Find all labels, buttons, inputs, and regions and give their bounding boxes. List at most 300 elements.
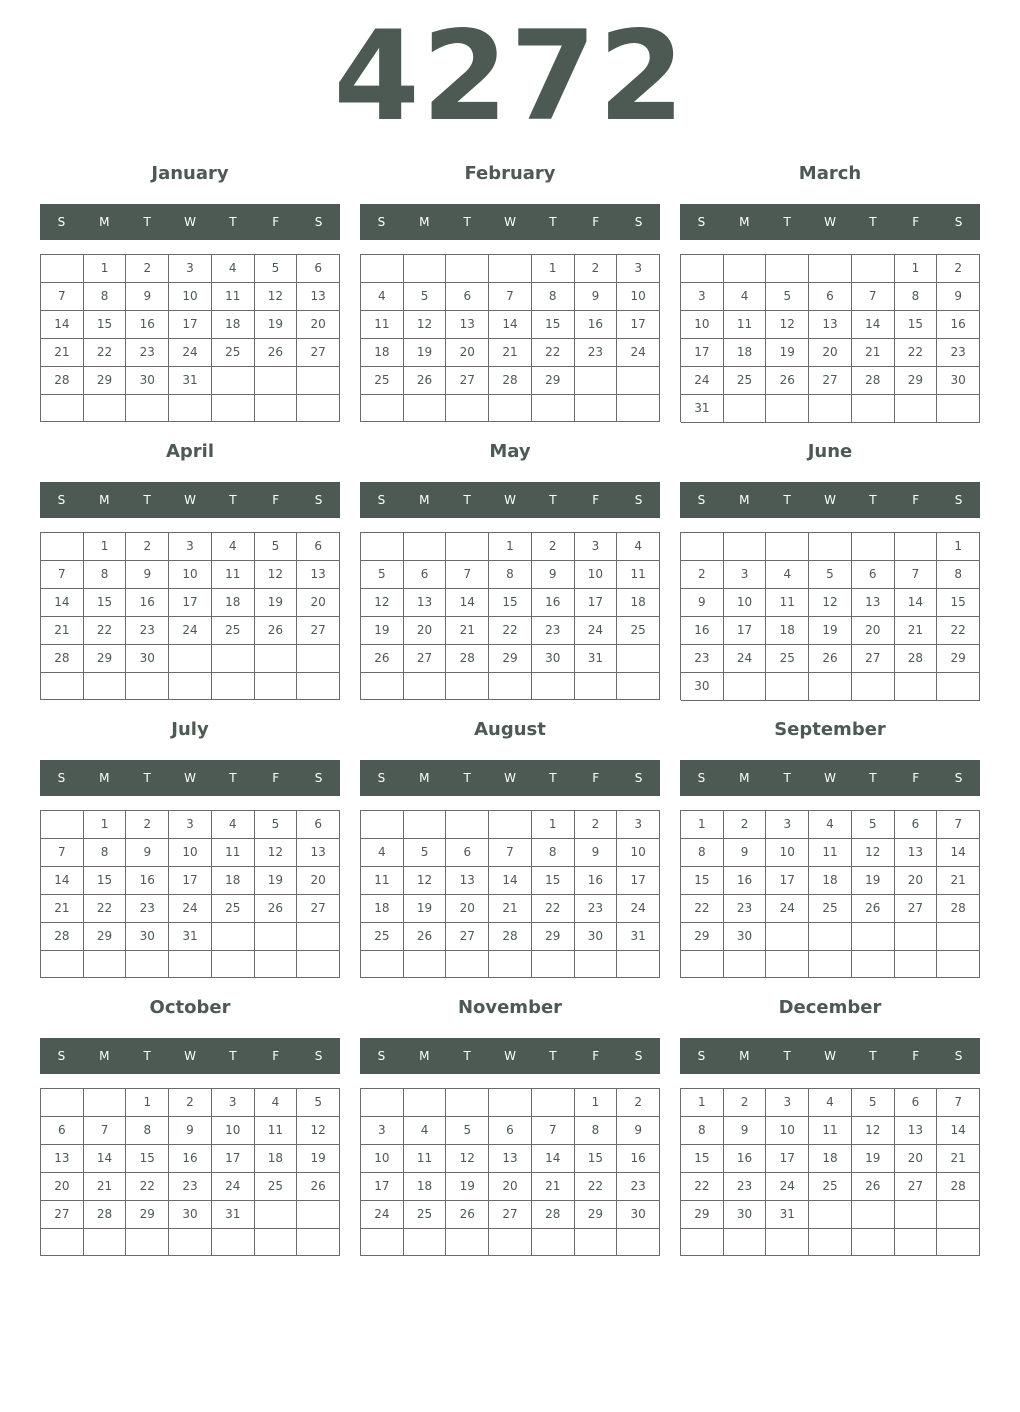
day-cell: 20 <box>446 895 489 923</box>
day-cell: 27 <box>404 645 447 673</box>
day-cell: 10 <box>724 589 767 617</box>
empty-day-cell <box>404 1089 447 1117</box>
empty-day-cell <box>532 951 575 978</box>
day-cell: 6 <box>404 561 447 589</box>
empty-day-cell <box>361 673 404 700</box>
weekday-label: M <box>419 215 430 229</box>
day-cell: 8 <box>84 839 127 867</box>
day-cell: 24 <box>212 1173 255 1201</box>
day-cell: 22 <box>84 339 127 367</box>
day-cell: 10 <box>361 1145 404 1173</box>
day-cell: 20 <box>297 311 340 339</box>
day-cell: 25 <box>724 367 767 395</box>
day-cell: 1 <box>937 533 980 561</box>
day-cell: 19 <box>255 311 298 339</box>
empty-day-cell <box>852 1229 895 1256</box>
day-cell: 14 <box>41 311 84 339</box>
weekday-label: W <box>184 493 196 507</box>
empty-day-cell <box>937 951 980 978</box>
empty-day-cell <box>297 395 340 422</box>
day-cell: 18 <box>404 1173 447 1201</box>
empty-day-cell <box>41 811 84 839</box>
day-cell: 9 <box>681 589 724 617</box>
day-cell: 9 <box>126 283 169 311</box>
weekday-label: M <box>739 215 750 229</box>
day-cell: 7 <box>489 839 532 867</box>
day-cell: 22 <box>895 339 938 367</box>
empty-day-cell <box>852 951 895 978</box>
day-cell: 28 <box>41 645 84 673</box>
day-cell: 13 <box>809 311 852 339</box>
weekday-label: S <box>57 215 66 229</box>
empty-day-cell <box>404 533 447 561</box>
day-cell: 22 <box>126 1173 169 1201</box>
day-cell: 1 <box>532 811 575 839</box>
weekday-label: T <box>783 1049 791 1063</box>
day-cell: 23 <box>617 1173 660 1201</box>
empty-day-cell <box>446 1229 489 1256</box>
day-cell: 13 <box>41 1145 84 1173</box>
day-cell: 15 <box>489 589 532 617</box>
empty-day-cell <box>84 1089 127 1117</box>
day-cell: 5 <box>852 1089 895 1117</box>
day-cell: 24 <box>575 617 618 645</box>
empty-day-cell <box>297 951 340 978</box>
day-cell: 2 <box>126 255 169 283</box>
empty-day-cell <box>809 395 852 423</box>
day-cell: 18 <box>212 867 255 895</box>
day-cell: 31 <box>617 923 660 951</box>
day-cell: 16 <box>724 867 767 895</box>
day-cell: 26 <box>446 1201 489 1229</box>
weekday-label: M <box>739 1049 750 1063</box>
day-cell: 28 <box>489 367 532 395</box>
day-cell: 10 <box>212 1117 255 1145</box>
weekday-label: F <box>592 771 600 785</box>
empty-day-cell <box>766 951 809 978</box>
day-cell: 12 <box>404 311 447 339</box>
day-cell: 26 <box>404 923 447 951</box>
day-cell: 31 <box>766 1201 809 1229</box>
empty-day-cell <box>724 673 767 701</box>
day-cell: 1 <box>681 1089 724 1117</box>
weekday-label: F <box>912 1049 920 1063</box>
day-cell: 9 <box>724 1117 767 1145</box>
day-cell: 23 <box>937 339 980 367</box>
day-cell: 27 <box>895 895 938 923</box>
weekday-label: F <box>272 215 280 229</box>
empty-day-cell <box>297 923 340 951</box>
day-cell: 27 <box>489 1201 532 1229</box>
weekday-label: T <box>549 1049 557 1063</box>
day-cell: 12 <box>404 867 447 895</box>
day-cell: 1 <box>84 255 127 283</box>
weekday-label: W <box>504 771 516 785</box>
empty-day-cell <box>937 1229 980 1256</box>
days-grid <box>680 810 980 978</box>
day-cell: 21 <box>41 617 84 645</box>
day-cell: 4 <box>809 1089 852 1117</box>
day-cell: 20 <box>489 1173 532 1201</box>
day-cell: 1 <box>84 533 127 561</box>
day-cell: 7 <box>532 1117 575 1145</box>
day-cell: 10 <box>766 1117 809 1145</box>
day-cell: 10 <box>169 839 212 867</box>
weekday-label: T <box>869 1049 877 1063</box>
days-grid <box>40 1088 340 1256</box>
day-cell: 31 <box>212 1201 255 1229</box>
day-cell: 4 <box>255 1089 298 1117</box>
empty-day-cell <box>809 533 852 561</box>
day-cell: 2 <box>681 561 724 589</box>
weekday-label: F <box>272 771 280 785</box>
day-cell: 12 <box>446 1145 489 1173</box>
weekday-label: T <box>229 215 237 229</box>
day-cell: 23 <box>532 617 575 645</box>
day-cell: 24 <box>169 895 212 923</box>
day-cell: 25 <box>809 1173 852 1201</box>
empty-day-cell <box>852 923 895 951</box>
empty-day-cell <box>766 255 809 283</box>
weekday-label: T <box>549 771 557 785</box>
day-cell: 5 <box>361 561 404 589</box>
empty-day-cell <box>84 673 127 700</box>
empty-day-cell <box>852 673 895 701</box>
weekday-label: T <box>463 215 471 229</box>
empty-day-cell <box>724 255 767 283</box>
day-cell: 14 <box>41 867 84 895</box>
day-cell: 23 <box>575 895 618 923</box>
weekday-label: S <box>954 215 963 229</box>
day-cell: 13 <box>446 311 489 339</box>
day-cell: 9 <box>724 839 767 867</box>
day-cell: 5 <box>809 561 852 589</box>
day-cell: 27 <box>297 895 340 923</box>
empty-day-cell <box>446 395 489 422</box>
days-grid <box>680 1088 980 1256</box>
day-cell: 17 <box>212 1145 255 1173</box>
day-cell: 15 <box>895 311 938 339</box>
day-cell: 4 <box>212 255 255 283</box>
day-cell: 26 <box>361 645 404 673</box>
day-cell: 24 <box>766 1173 809 1201</box>
day-cell: 9 <box>937 283 980 311</box>
month-name: December <box>778 997 882 1018</box>
day-cell: 1 <box>681 811 724 839</box>
day-cell: 26 <box>297 1173 340 1201</box>
empty-day-cell <box>766 395 809 423</box>
day-cell: 17 <box>766 867 809 895</box>
day-cell: 21 <box>41 339 84 367</box>
day-cell: 29 <box>84 367 127 395</box>
day-cell: 1 <box>575 1089 618 1117</box>
day-cell: 22 <box>532 895 575 923</box>
day-cell: 10 <box>169 283 212 311</box>
weekday-label: S <box>697 1049 706 1063</box>
day-cell: 22 <box>681 1173 724 1201</box>
day-cell: 15 <box>937 589 980 617</box>
empty-day-cell <box>489 255 532 283</box>
empty-day-cell <box>297 1201 340 1229</box>
empty-day-cell <box>575 673 618 700</box>
empty-day-cell <box>41 951 84 978</box>
day-cell: 30 <box>532 645 575 673</box>
day-cell: 22 <box>681 895 724 923</box>
day-cell: 7 <box>84 1117 127 1145</box>
weekday-header <box>680 760 980 796</box>
day-cell: 22 <box>84 617 127 645</box>
empty-day-cell <box>212 367 255 395</box>
day-cell: 12 <box>255 561 298 589</box>
day-cell: 20 <box>404 617 447 645</box>
day-cell: 2 <box>937 255 980 283</box>
empty-day-cell <box>446 533 489 561</box>
day-cell: 4 <box>404 1117 447 1145</box>
empty-day-cell <box>41 1229 84 1256</box>
day-cell: 3 <box>169 811 212 839</box>
day-cell: 7 <box>41 283 84 311</box>
empty-day-cell <box>766 533 809 561</box>
weekday-label: T <box>143 771 151 785</box>
day-cell: 9 <box>126 561 169 589</box>
day-cell: 30 <box>681 673 724 701</box>
empty-day-cell <box>212 673 255 700</box>
day-cell: 25 <box>361 923 404 951</box>
empty-day-cell <box>126 951 169 978</box>
day-cell: 9 <box>126 839 169 867</box>
day-cell: 6 <box>297 255 340 283</box>
day-cell: 20 <box>852 617 895 645</box>
days-grid <box>360 532 660 700</box>
day-cell: 3 <box>169 533 212 561</box>
day-cell: 14 <box>895 589 938 617</box>
day-cell: 17 <box>617 311 660 339</box>
day-cell: 18 <box>212 311 255 339</box>
day-cell: 13 <box>895 1117 938 1145</box>
empty-day-cell <box>41 395 84 422</box>
day-cell: 17 <box>169 311 212 339</box>
year-title: 4272 <box>333 5 687 149</box>
day-cell: 21 <box>489 339 532 367</box>
weekday-label: T <box>463 771 471 785</box>
day-cell: 15 <box>532 311 575 339</box>
day-cell: 8 <box>489 561 532 589</box>
day-cell: 17 <box>724 617 767 645</box>
empty-day-cell <box>126 673 169 700</box>
day-cell: 18 <box>809 1145 852 1173</box>
empty-day-cell <box>169 395 212 422</box>
day-cell: 15 <box>126 1145 169 1173</box>
empty-day-cell <box>169 645 212 673</box>
weekday-label: S <box>314 215 323 229</box>
empty-day-cell <box>255 673 298 700</box>
day-cell: 16 <box>575 867 618 895</box>
day-cell: 16 <box>724 1145 767 1173</box>
day-cell: 3 <box>617 255 660 283</box>
weekday-label: S <box>697 493 706 507</box>
empty-day-cell <box>84 1229 127 1256</box>
day-cell: 28 <box>937 895 980 923</box>
day-cell: 26 <box>766 367 809 395</box>
weekday-label: S <box>377 215 386 229</box>
empty-day-cell <box>169 1229 212 1256</box>
weekday-label: W <box>504 493 516 507</box>
empty-day-cell <box>766 1229 809 1256</box>
day-cell: 16 <box>681 617 724 645</box>
weekday-label: S <box>377 771 386 785</box>
day-cell: 12 <box>255 283 298 311</box>
day-cell: 28 <box>937 1173 980 1201</box>
day-cell: 11 <box>255 1117 298 1145</box>
day-cell: 3 <box>361 1117 404 1145</box>
weekday-label: S <box>954 1049 963 1063</box>
weekday-header <box>360 204 660 240</box>
empty-day-cell <box>212 1229 255 1256</box>
day-cell: 30 <box>937 367 980 395</box>
day-cell: 24 <box>617 339 660 367</box>
weekday-label: W <box>504 215 516 229</box>
day-cell: 15 <box>681 867 724 895</box>
weekday-label: W <box>184 771 196 785</box>
day-cell: 3 <box>766 811 809 839</box>
day-cell: 27 <box>297 339 340 367</box>
empty-day-cell <box>895 1201 938 1229</box>
empty-day-cell <box>575 367 618 395</box>
day-cell: 11 <box>766 589 809 617</box>
day-cell: 9 <box>532 561 575 589</box>
day-cell: 19 <box>255 589 298 617</box>
weekday-label: T <box>463 1049 471 1063</box>
weekday-header <box>360 1038 660 1074</box>
day-cell: 18 <box>361 339 404 367</box>
empty-day-cell <box>255 1201 298 1229</box>
day-cell: 22 <box>575 1173 618 1201</box>
day-cell: 15 <box>84 311 127 339</box>
day-cell: 15 <box>84 867 127 895</box>
day-cell: 11 <box>617 561 660 589</box>
day-cell: 18 <box>809 867 852 895</box>
weekday-header <box>680 1038 980 1074</box>
day-cell: 14 <box>937 839 980 867</box>
day-cell: 6 <box>809 283 852 311</box>
day-cell: 25 <box>617 617 660 645</box>
day-cell: 30 <box>617 1201 660 1229</box>
day-cell: 24 <box>681 367 724 395</box>
day-cell: 16 <box>126 311 169 339</box>
empty-day-cell <box>766 673 809 701</box>
days-grid <box>40 810 340 978</box>
day-cell: 9 <box>169 1117 212 1145</box>
empty-day-cell <box>617 951 660 978</box>
day-cell: 1 <box>895 255 938 283</box>
empty-day-cell <box>937 923 980 951</box>
day-cell: 21 <box>532 1173 575 1201</box>
day-cell: 13 <box>404 589 447 617</box>
weekday-label: T <box>783 215 791 229</box>
day-cell: 2 <box>169 1089 212 1117</box>
day-cell: 29 <box>84 923 127 951</box>
day-cell: 6 <box>852 561 895 589</box>
day-cell: 30 <box>724 923 767 951</box>
empty-day-cell <box>446 1089 489 1117</box>
empty-day-cell <box>489 395 532 422</box>
day-cell: 13 <box>489 1145 532 1173</box>
empty-day-cell <box>212 951 255 978</box>
day-cell: 21 <box>937 1145 980 1173</box>
weekday-label: T <box>869 215 877 229</box>
day-cell: 14 <box>489 311 532 339</box>
day-cell: 18 <box>255 1145 298 1173</box>
empty-day-cell <box>404 395 447 422</box>
weekday-label: F <box>912 215 920 229</box>
day-cell: 23 <box>126 617 169 645</box>
day-cell: 24 <box>724 645 767 673</box>
empty-day-cell <box>297 367 340 395</box>
empty-day-cell <box>169 951 212 978</box>
day-cell: 16 <box>169 1145 212 1173</box>
day-cell: 5 <box>297 1089 340 1117</box>
day-cell: 13 <box>895 839 938 867</box>
day-cell: 4 <box>212 811 255 839</box>
empty-day-cell <box>489 811 532 839</box>
empty-day-cell <box>41 255 84 283</box>
day-cell: 23 <box>169 1173 212 1201</box>
empty-day-cell <box>212 395 255 422</box>
empty-day-cell <box>41 1089 84 1117</box>
day-cell: 14 <box>489 867 532 895</box>
weekday-label: W <box>184 1049 196 1063</box>
weekday-label: T <box>143 1049 151 1063</box>
day-cell: 8 <box>532 839 575 867</box>
days-grid <box>360 1088 660 1256</box>
day-cell: 29 <box>575 1201 618 1229</box>
month-name: March <box>798 163 862 184</box>
day-cell: 29 <box>489 645 532 673</box>
day-cell: 31 <box>681 395 724 423</box>
empty-day-cell <box>681 951 724 978</box>
day-cell: 28 <box>489 923 532 951</box>
month-name: July <box>171 719 209 740</box>
empty-day-cell <box>361 255 404 283</box>
day-cell: 29 <box>681 1201 724 1229</box>
weekday-label: S <box>377 493 386 507</box>
day-cell: 12 <box>255 839 298 867</box>
day-cell: 7 <box>895 561 938 589</box>
empty-day-cell <box>297 645 340 673</box>
month-name: February <box>464 163 556 184</box>
empty-day-cell <box>297 673 340 700</box>
day-cell: 22 <box>489 617 532 645</box>
day-cell: 27 <box>895 1173 938 1201</box>
day-cell: 6 <box>446 839 489 867</box>
empty-day-cell <box>255 645 298 673</box>
empty-day-cell <box>617 395 660 422</box>
month-name: May <box>489 441 531 462</box>
day-cell: 13 <box>852 589 895 617</box>
empty-day-cell <box>766 923 809 951</box>
month-name: June <box>807 441 853 462</box>
empty-day-cell <box>809 1201 852 1229</box>
weekday-header <box>40 482 340 518</box>
day-cell: 9 <box>617 1117 660 1145</box>
day-cell: 18 <box>212 589 255 617</box>
weekday-label: M <box>99 1049 110 1063</box>
empty-day-cell <box>895 951 938 978</box>
weekday-label: S <box>954 771 963 785</box>
days-grid <box>360 254 660 422</box>
weekday-label: M <box>739 771 750 785</box>
day-cell: 28 <box>895 645 938 673</box>
